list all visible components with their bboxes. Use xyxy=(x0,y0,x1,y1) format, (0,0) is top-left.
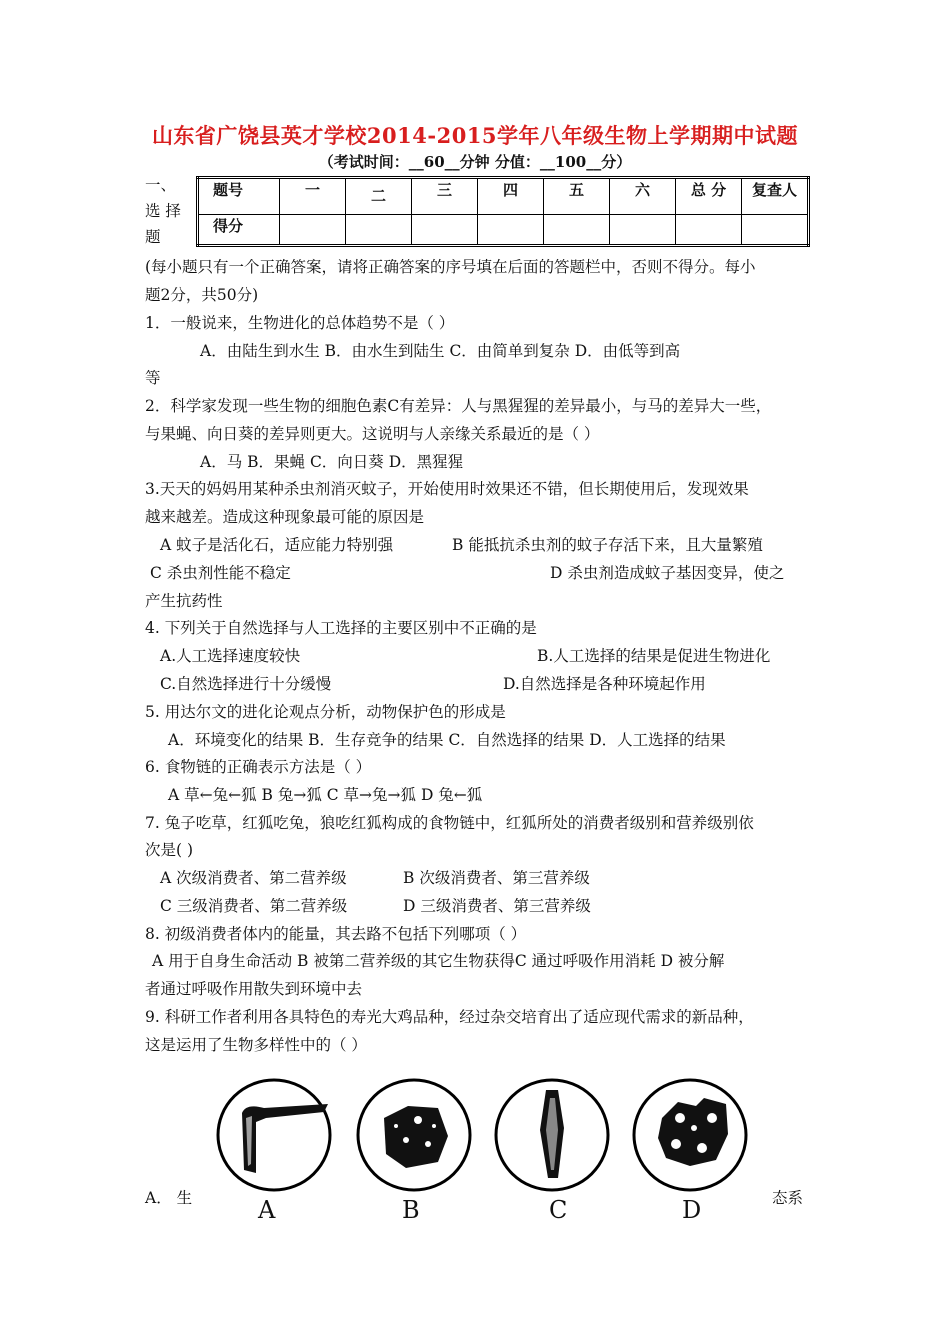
question-3-option-c: C 杀虫剂性能不稳定 xyxy=(150,564,291,582)
question-7-option-b: B 次级消费者、第三营养级 xyxy=(403,869,590,887)
score-table xyxy=(196,176,810,247)
question-1-options: A．由陆生到水生 B．由水生到陆生 C．由简单到复杂 D．由低等到高 xyxy=(200,342,681,360)
score-cell: 二 xyxy=(346,178,412,215)
question-3: 3.天天的妈妈用某种杀虫剂消灭蚊子，开始使用时效果还不错，但长期使用后，发现效果 xyxy=(145,480,749,498)
question-9-cont: 这是运用了生物多样性中的（ ） xyxy=(145,1036,367,1054)
question-2-options: A．马 B．果蝇 C．向日葵 D．黑猩猩 xyxy=(200,453,464,471)
score-input-cell[interactable] xyxy=(742,215,809,246)
score-input-cell[interactable] xyxy=(478,215,544,246)
question-5: 5. 用达尔文的进化论观点分析，动物保护色的形成是 xyxy=(145,703,506,721)
question-3-option-d: D 杀虫剂造成蚊子基因变异，使之 xyxy=(550,564,785,582)
question-8-options: A 用于自身生命活动 B 被第二营养级的其它生物获得C 通过呼吸作用消耗 D 被分解 xyxy=(152,952,725,970)
question-3-option-b: B 能抵抗杀虫剂的蚊子存活下来，且大量繁殖 xyxy=(452,536,763,554)
question-4-option-c: C.自然选择进行十分缓慢 xyxy=(160,675,332,693)
score-input-cell[interactable] xyxy=(412,215,478,246)
question-9: 9. 科研工作者利用各具特色的寿光大鸡品种，经过杂交培育出了适应现代需求的新品种， xyxy=(145,1008,754,1026)
question-4-option-b: B.人工选择的结果是促进生物进化 xyxy=(537,647,771,665)
score-input-cell[interactable] xyxy=(676,215,742,246)
question-6: 6. 食物链的正确表示方法是（ ） xyxy=(145,758,372,776)
section-label-3: 题 xyxy=(145,228,161,246)
question-3-cont: 越来越差。造成这种现象最可能的原因是 xyxy=(145,508,425,526)
score-input-cell[interactable] xyxy=(544,215,610,246)
question-7-cont: 次是( ) xyxy=(145,841,194,859)
question-7-option-d: D 三级消费者、第三营养级 xyxy=(403,897,591,915)
score-input-cell[interactable] xyxy=(610,215,676,246)
question-6-options: A 草←兔←狐 B 兔→狐 C 草→兔→狐 D 兔←狐 xyxy=(168,786,483,804)
score-table-header-row xyxy=(198,178,809,215)
exam-info: （考试时间：__60__分钟 分值：__100__分） xyxy=(318,153,632,171)
score-cell: 一 xyxy=(280,178,346,215)
question-5-options: A．环境变化的结果 B．生存竞争的结果 C．自然选择的结果 D．人工选择的结果 xyxy=(168,731,726,749)
figure-label-a: A xyxy=(258,1196,276,1224)
figure-label-d: D xyxy=(682,1196,702,1224)
question-2: 2．科学家发现一些生物的细胞色素C有差异：人与黑猩猩的差异最小，与马的差异大一些， xyxy=(145,397,772,415)
question-8-options-cont: 者通过呼吸作用散失到环境中去 xyxy=(145,980,363,998)
score-table-score-row xyxy=(198,215,809,246)
question-9-option-a-cont: 态系 xyxy=(772,1189,804,1207)
question-1-options-cont: 等 xyxy=(145,369,161,387)
section-label-2: 选 择 xyxy=(145,202,181,220)
question-4-option-d: D.自然选择是各种环境起作用 xyxy=(503,675,706,693)
score-cell: 得分 xyxy=(198,215,280,246)
score-cell: 复查人 xyxy=(742,178,809,215)
question-9-option-a: A． 生 xyxy=(145,1189,193,1207)
question-7-option-a: A 次级消费者、第二营养级 xyxy=(160,869,347,887)
question-1: 1．一般说来，生物进化的总体趋势不是（ ） xyxy=(145,314,455,332)
instructions: (每小题只有一个正确答案，请将正确答案的序号填在后面的答题栏中，否则不得分。每小 xyxy=(145,258,756,276)
cell-figure-c xyxy=(494,1078,614,1193)
score-input-cell[interactable] xyxy=(346,215,412,246)
score-cell: 总 分 xyxy=(676,178,742,215)
question-4-option-a: A.人工选择速度较快 xyxy=(160,647,301,665)
question-7: 7. 兔子吃草，红狐吃兔，狼吃红狐构成的食物链中，红狐所处的消费者级别和营养级别依 xyxy=(145,814,754,832)
score-cell: 六 xyxy=(610,178,676,215)
figure-label-c: C xyxy=(549,1196,568,1224)
cell-figure-d xyxy=(632,1078,752,1193)
score-cell: 三 xyxy=(412,178,478,215)
score-cell: 四 xyxy=(478,178,544,215)
figure-label-b: B xyxy=(402,1196,420,1224)
question-3-option-a: A 蚊子是活化石，适应能力特别强 xyxy=(160,536,394,554)
instructions-cont: 题2分，共50分) xyxy=(145,286,259,304)
question-4: 4. 下列关于自然选择与人工选择的主要区别中不正确的是 xyxy=(145,619,537,637)
score-cell: 题号 xyxy=(198,178,280,215)
question-3-option-d-cont: 产生抗药性 xyxy=(145,592,223,610)
page-title: 山东省广饶县英才学校2014-2015学年八年级生物上学期期中试题 xyxy=(151,123,799,148)
cell-figure-a xyxy=(216,1078,336,1193)
score-cell: 五 xyxy=(544,178,610,215)
cell-figure-b xyxy=(356,1078,476,1193)
score-input-cell[interactable] xyxy=(280,215,346,246)
section-label-1: 一、 xyxy=(145,176,177,194)
question-7-option-c: C 三级消费者、第二营养级 xyxy=(160,897,348,915)
question-8: 8. 初级消费者体内的能量，其去路不包括下列哪项（ ） xyxy=(145,925,527,943)
question-2-cont: 与果蝇、向日葵的差异则更大。这说明与人亲缘关系最近的是（ ） xyxy=(145,425,600,443)
